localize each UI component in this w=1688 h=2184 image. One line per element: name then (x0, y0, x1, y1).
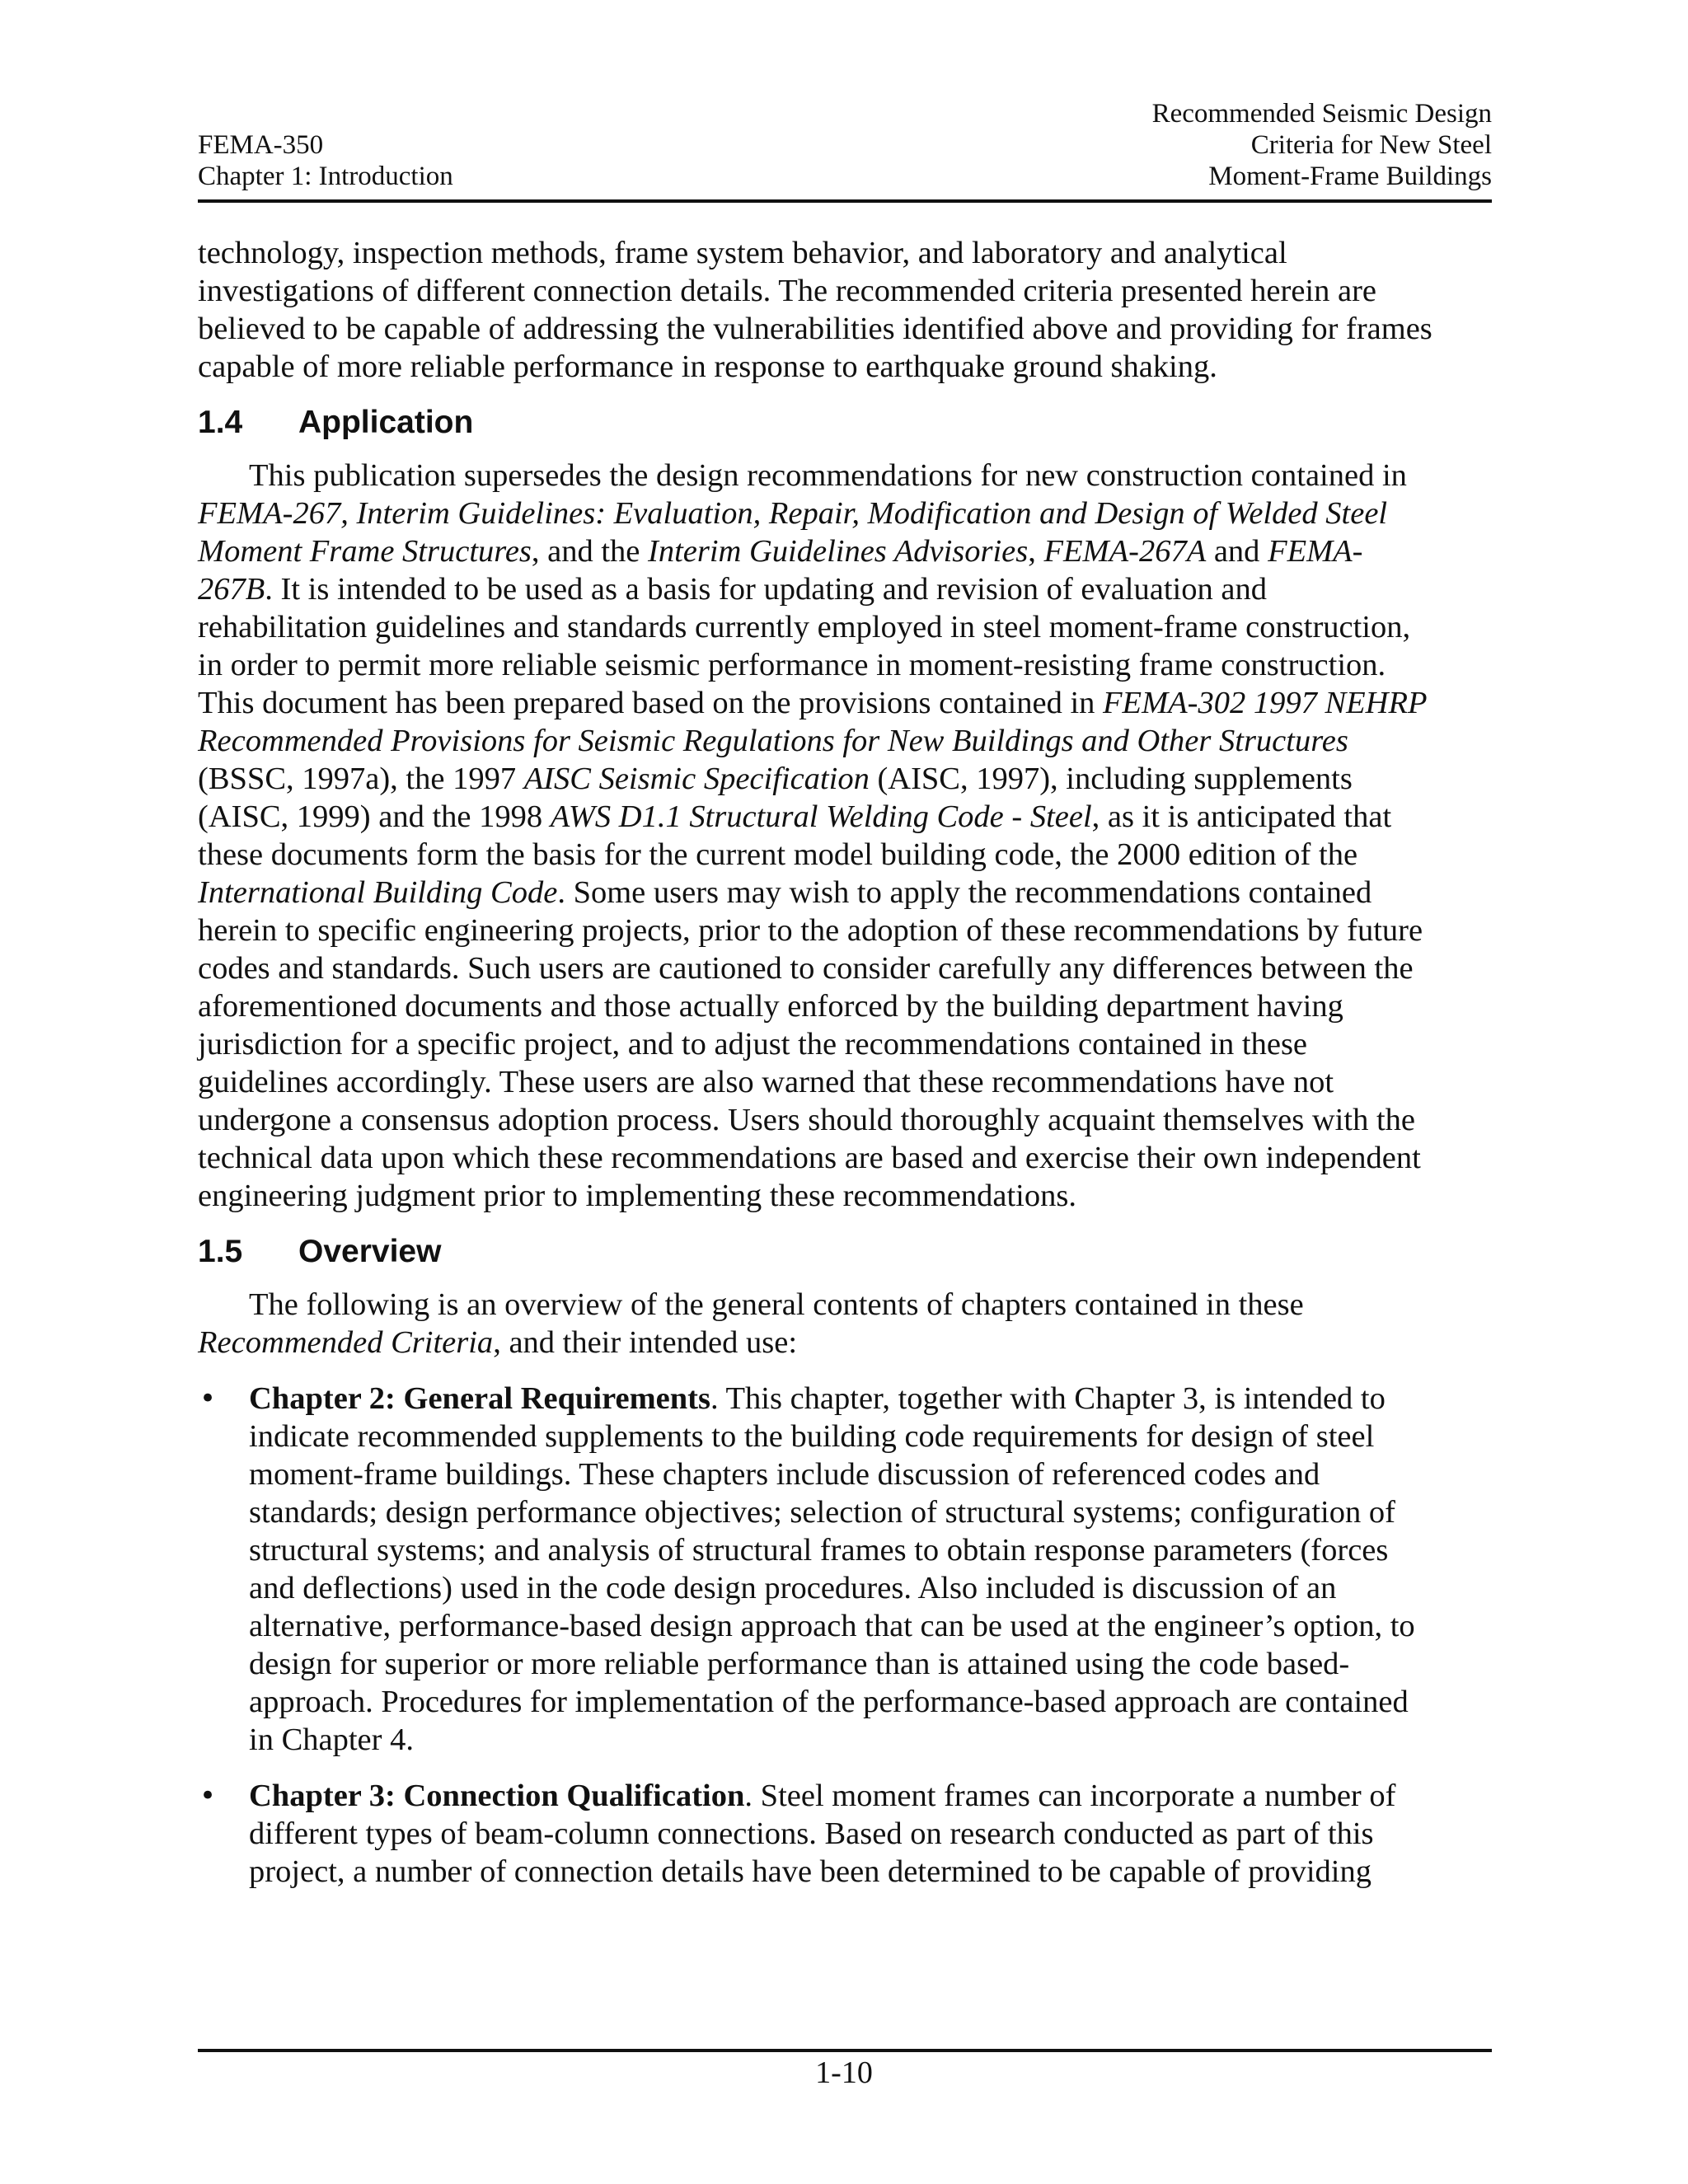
text-line (198, 684, 1496, 722)
text-line (249, 1531, 1496, 1569)
text-line (198, 987, 1496, 1025)
italic-text: Moment Frame Structures (198, 534, 532, 569)
text-segment: project, a number of connection details have been determined to be capable of providing (249, 1854, 1372, 1889)
text-line (198, 646, 1496, 684)
page-number: 1-10 (815, 2055, 873, 2090)
text-line (249, 1380, 1496, 1418)
text-segment: This document has been prepared based on the provisions contained in (198, 686, 1104, 720)
text-segment: rehabilitation guidelines and standards currently employed in steel moment-frame construction, (198, 610, 1411, 644)
text-segment: moment-frame buildings. These chapters include discussion of referenced codes and (249, 1457, 1320, 1492)
text-line (198, 1063, 1496, 1101)
text-line (198, 798, 1496, 836)
text-line (198, 1286, 1496, 1324)
text-segment: , and their intended use: (493, 1325, 798, 1360)
section-heading-application (198, 404, 1496, 442)
text-segment: these documents form the basis for the current model building code, the 2000 edition of the (198, 837, 1358, 872)
italic-text: 267B (198, 572, 265, 607)
header-title-line: Recommended Seismic Design (1151, 99, 1492, 129)
text-line (198, 1101, 1496, 1139)
text-segment: . It is intended to be used as a basis for updating and revision of evaluation and (265, 572, 1267, 607)
text-segment: (AISC, 1997), including supplements (869, 762, 1353, 796)
text-line (198, 760, 1496, 798)
text-line (198, 608, 1496, 646)
header-doc-id: FEMA-350 (198, 130, 324, 160)
text-segment: , as it is anticipated that (1091, 799, 1392, 834)
text-line: capable of more reliable performance in response to earthquake ground shaking. (198, 349, 1217, 384)
text-segment: , (1028, 534, 1044, 569)
text-segment: codes and standards. Such users are cautioned to consider carefully any differences between the (198, 951, 1414, 986)
page-body (198, 234, 1496, 1909)
text-segment: guidelines accordingly. These users are also warned that these recommendations have not (198, 1065, 1334, 1099)
text-segment: in order to permit more reliable seismic performance in moment-resisting frame construction. (198, 648, 1386, 682)
text-line (198, 1177, 1496, 1215)
bullet-icon: • (199, 1779, 217, 1812)
text-segment: jurisdiction for a specific project, and to adjust the recommendations contained in these (198, 1027, 1308, 1062)
text-line (249, 1721, 1496, 1759)
italic-text: FEMA- (1268, 534, 1363, 569)
text-line (249, 1455, 1496, 1493)
list-item (198, 1380, 1496, 1759)
text-segment: alternative, performance-based design approach that can be used at the engineer’s option, to (249, 1609, 1415, 1643)
text-line (198, 912, 1496, 949)
italic-text: Recommended Criteria (198, 1325, 494, 1360)
italic-text: AWS D1.1 Structural Welding Code - Steel (550, 799, 1092, 834)
section-number: 1.4 (198, 405, 243, 440)
spacer (198, 1361, 1496, 1380)
text-line (198, 570, 1496, 608)
list-item-text (249, 1380, 1496, 1759)
text-line (198, 836, 1496, 874)
text-segment: indicate recommended supplements to the building code requirements for design of steel (249, 1419, 1375, 1454)
text-segment: in Chapter 4. (249, 1722, 414, 1757)
text-segment: design for superior or more reliable performance than is attained using the code based- (249, 1647, 1350, 1681)
text-line (249, 1569, 1496, 1607)
overview-paragraph (198, 1286, 1496, 1361)
italic-text: FEMA-267, Interim Guidelines: Evaluation, Repair, Modification and Design of Welded Steel (198, 496, 1388, 531)
text-segment: This publication supersedes the design recommendations for new construction contained in (249, 458, 1407, 493)
text-segment: standards; design performance objectives; selection of structural systems; configuration of (249, 1495, 1395, 1530)
text-line (249, 1418, 1496, 1455)
text-segment: technical data upon which these recommendations are based and exercise their own independent (198, 1141, 1421, 1175)
italic-text: FEMA-267A (1043, 534, 1207, 569)
text-segment: , and the (531, 534, 649, 569)
text-line (198, 874, 1496, 912)
text-line (249, 1815, 1496, 1853)
text-segment: and (1206, 534, 1268, 569)
text-segment: herein to specific engineering projects, prior to the adoption of these recommendations by future (198, 913, 1423, 948)
application-paragraph (198, 457, 1496, 1215)
text-segment: (AISC, 1999) and the 1998 (198, 799, 551, 834)
list-item-text (249, 1777, 1496, 1891)
text-segment: approach. Procedures for implementation of the performance-based approach are contained (249, 1685, 1409, 1719)
text-line (198, 457, 1496, 494)
italic-text: AISC Seismic Specification (523, 762, 870, 796)
text-line (198, 722, 1496, 760)
text-segment: engineering judgment prior to implementing these recommendations. (198, 1179, 1076, 1213)
header-left (198, 129, 453, 192)
text-line: technology, inspection methods, frame system behavior, and laboratory and analytical (198, 236, 1287, 270)
italic-text: Interim Guidelines Advisories (648, 534, 1029, 569)
text-line: investigations of different connection details. The recommended criteria presented herein are (198, 274, 1376, 308)
text-line (249, 1777, 1496, 1815)
italic-text: Recommended Provisions for Seismic Regulations for New Buildings and Other Structures (198, 724, 1348, 758)
text-segment: The following is an overview of the general contents of chapters contained in these (249, 1287, 1304, 1322)
text-line (198, 1025, 1496, 1063)
text-line (198, 532, 1496, 570)
header-title-line: Moment-Frame Buildings (1208, 162, 1492, 191)
text-line (249, 1607, 1496, 1645)
text-segment: structural systems; and analysis of structural frames to obtain response parameters (forces (249, 1533, 1389, 1568)
text-segment: and deflections) used in the code design procedures. Also included is discussion of an (249, 1571, 1337, 1605)
bold-text: Chapter 2: General Requirements (249, 1381, 710, 1416)
text-line (198, 949, 1496, 987)
text-line (249, 1683, 1496, 1721)
text-segment: (BSSC, 1997a), the 1997 (198, 762, 524, 796)
text-segment: undergone a consensus adoption process. Users should thoroughly acquaint themselves with the (198, 1103, 1415, 1137)
bold-text: Chapter 3: Connection Qualification (249, 1779, 745, 1813)
footer-rule (198, 2049, 1492, 2052)
bullet-icon: • (199, 1382, 217, 1415)
text-line (198, 494, 1496, 532)
chapter-list (198, 1380, 1496, 1891)
italic-text: FEMA-302 1997 NEHRP (1103, 686, 1428, 720)
text-line (249, 1645, 1496, 1683)
header-title-line: Criteria for New Steel (1250, 130, 1492, 160)
list-item (198, 1777, 1496, 1891)
section-title: Application (298, 405, 474, 440)
header-chapter: Chapter 1: Introduction (198, 162, 453, 191)
text-line: believed to be capable of addressing the vulnerabilities identified above and providing for frames (198, 312, 1432, 346)
text-line (249, 1853, 1496, 1891)
text-segment: . This chapter, together with Chapter 3, is intended to (710, 1381, 1386, 1416)
text-segment: different types of beam-column connections. Based on research conducted as part of this (249, 1816, 1374, 1851)
page-header (198, 95, 1492, 203)
section-number: 1.5 (198, 1234, 243, 1269)
header-right (1152, 98, 1492, 192)
intro-paragraph (198, 234, 1496, 386)
text-segment: aforementioned documents and those actually enforced by the building department having (198, 989, 1343, 1024)
section-heading-overview (198, 1233, 1496, 1271)
italic-text: International Building Code (198, 875, 558, 910)
text-line (249, 1493, 1496, 1531)
text-segment: . Some users may wish to apply the recommendations contained (557, 875, 1372, 910)
text-line (198, 1139, 1496, 1177)
text-line (198, 1324, 1496, 1361)
section-title: Overview (298, 1234, 442, 1269)
text-segment: . Steel moment frames can incorporate a number of (744, 1779, 1396, 1813)
